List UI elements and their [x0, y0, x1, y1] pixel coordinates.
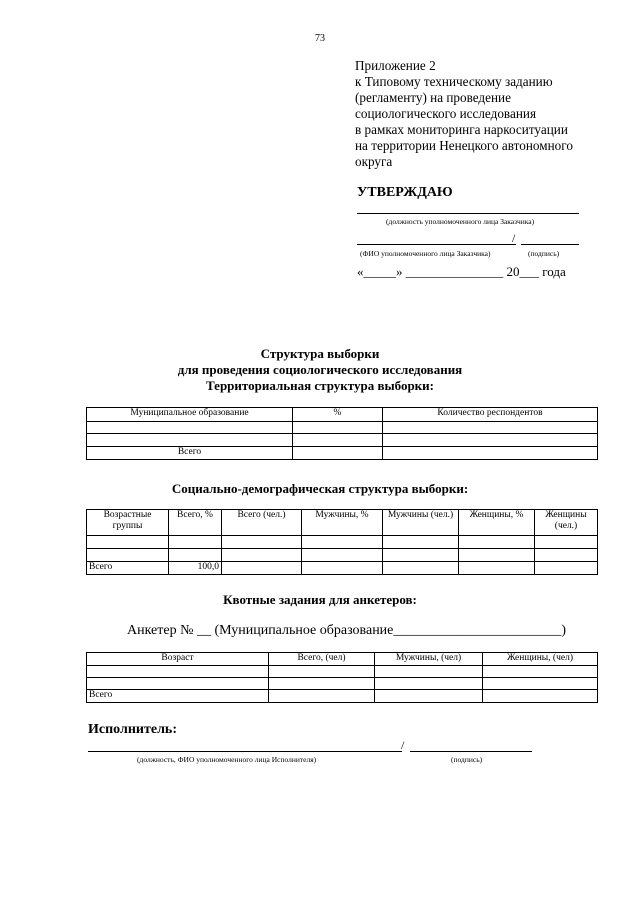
appendix-line: Приложение 2: [355, 58, 436, 73]
appendix-reference: [355, 58, 625, 170]
column-header: Женщины, (чел): [483, 653, 598, 666]
table-total-row: [87, 690, 598, 703]
approval-title: УТВЕРЖДАЮ: [357, 185, 453, 200]
approval-date-line: «_____» _______________ 20___ года: [357, 264, 566, 279]
total-label: Всего: [87, 562, 169, 575]
customer-position-line: [357, 213, 579, 214]
table-row: [87, 678, 598, 690]
total-label: Всего: [87, 690, 269, 703]
customer-signature-line: [521, 244, 579, 245]
appendix-line: социологического исследования: [355, 106, 537, 121]
structure-title: Структура выборки: [260, 346, 380, 361]
column-header: %: [293, 408, 383, 422]
appendix-line: на территории Ненецкого автономного: [355, 138, 573, 153]
table-header-row: [87, 408, 598, 422]
signature-separator: /: [401, 738, 405, 752]
table-row: [87, 422, 598, 434]
column-header: Возраст: [87, 653, 269, 666]
appendix-line: (регламенту) на проведение: [355, 90, 511, 105]
column-header: Мужчины, (чел): [375, 653, 483, 666]
table-header-row: [87, 653, 598, 666]
column-header: Женщины (чел.): [535, 510, 598, 536]
appendix-line: к Типовому техническому заданию: [355, 74, 553, 89]
territorial-title: Территориальная структура выборки:: [206, 378, 434, 393]
interviewer-line: Анкетер № __ (Муниципальное образование________________________): [127, 623, 567, 638]
table-row: [87, 536, 598, 549]
customer-fio-caption: (ФИО уполномоченного лица Заказчика): [360, 249, 491, 258]
column-header: Мужчины (чел.): [383, 510, 459, 536]
quota-table: [86, 652, 598, 703]
column-header: Мужчины, %: [302, 510, 383, 536]
executor-title: Исполнитель:: [88, 722, 177, 737]
column-header: Количество респондентов: [383, 408, 598, 422]
customer-fio-line: [357, 244, 516, 245]
total-percent: 100,0: [169, 562, 222, 575]
customer-signature-caption: (подпись): [528, 249, 560, 258]
research-title: для проведения социологического исследования: [177, 362, 463, 377]
socio-demographic-title: Социально-демографическая структура выборки:: [171, 481, 469, 496]
socio-demographic-table: [86, 509, 598, 575]
column-header: Всего, (чел): [269, 653, 375, 666]
customer-position-caption: (должность уполномоченного лица Заказчика): [386, 217, 535, 226]
column-header: Женщины, %: [459, 510, 535, 536]
appendix-line: округа: [355, 154, 393, 169]
table-row: [87, 666, 598, 678]
table-header-row: [87, 510, 598, 536]
page-number: 73: [315, 33, 325, 44]
executor-signature-caption: (подпись): [451, 755, 483, 764]
signature-separator: /: [512, 231, 516, 245]
total-label: Всего: [87, 447, 293, 460]
column-header: Возрастные группы: [87, 510, 169, 536]
column-header: Муниципальное образование: [87, 408, 293, 422]
executor-position-line: [88, 751, 402, 752]
appendix-line: в рамках мониторинга наркоситуации: [355, 122, 568, 137]
table-total-row: [87, 562, 598, 575]
column-header: Всего (чел.): [222, 510, 302, 536]
table-row: [87, 434, 598, 447]
quota-title: Квотные задания для анкетеров:: [223, 592, 417, 607]
territorial-table: [86, 407, 598, 460]
table-total-row: [87, 447, 598, 460]
table-row: [87, 549, 598, 562]
executor-signature-line: [410, 751, 532, 752]
column-header: Всего, %: [169, 510, 222, 536]
executor-position-caption: (должность, ФИО уполномоченного лица Исполнителя): [137, 755, 317, 764]
